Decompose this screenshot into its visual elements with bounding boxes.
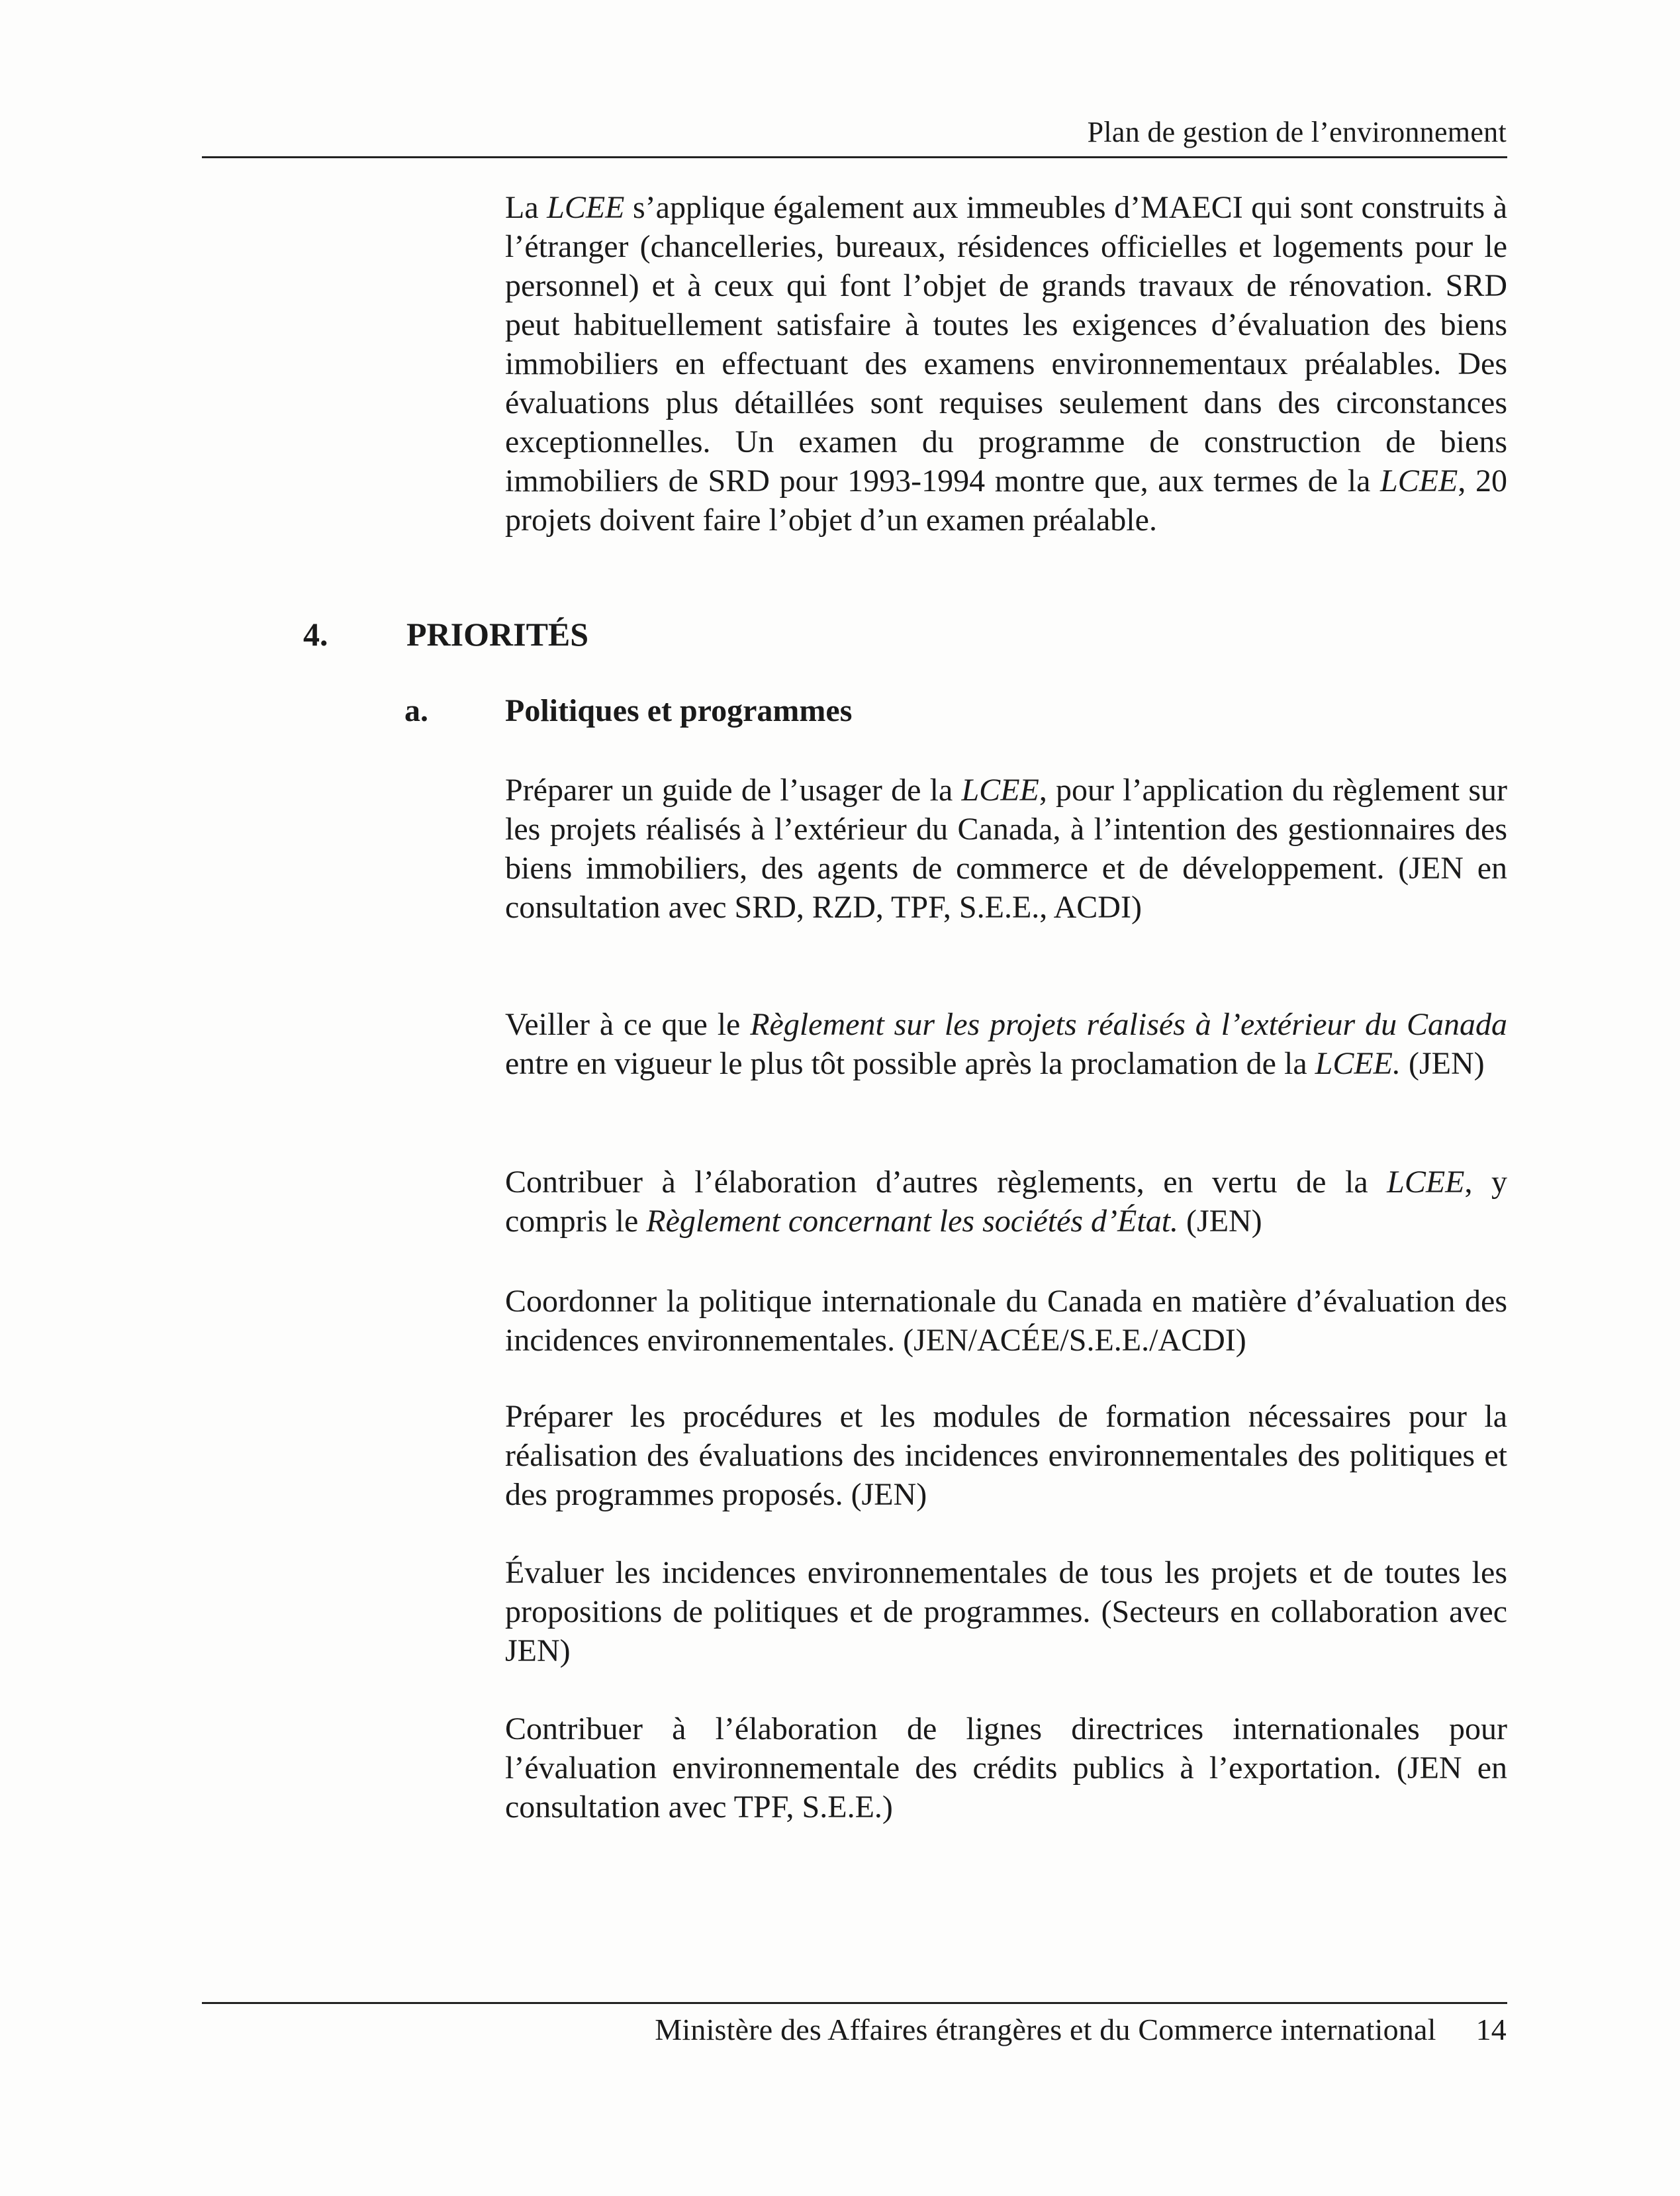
priority-text: Contribuer à l’élaboration d’autres règlements, en vertu de la (505, 1165, 1387, 1200)
subsection-title: Politiques et programmes (505, 693, 853, 728)
intro-paragraph (505, 188, 1507, 540)
priority-text: entre en vigueur le plus tôt possible après la proclamation de la (505, 1046, 1315, 1081)
priority-text: (JEN) (1400, 1046, 1485, 1081)
section-number: 4. (303, 616, 328, 653)
footer-ministry: Ministère des Affaires étrangères et du Commerce international (655, 2013, 1436, 2046)
priority-paragraph: Coordonner la politique internationale du Canada en matière d’évaluation des incidences environnementales. (JEN/ACÉE/S.E.E./ACDI) (505, 1284, 1507, 1358)
priority-paragraph (505, 1163, 1507, 1241)
priority-paragraph: Préparer les procédures et les modules de formation nécessaires pour la réalisation des évaluations des incidences environnementales des politiques et des programmes proposés. (JEN) (505, 1399, 1507, 1512)
priority-text: , pour l’application du règlement sur les projets réalisés à l’extérieur du Canada, à l’intention des gestionnaires des biens immobiliers, des agents de commerce et de développement. (JEN en consultation avec SRD, RZD, TPF, S.E.E., ACDI) (505, 773, 1507, 925)
priority-text: Préparer un guide de l’usager de la (505, 773, 962, 808)
intro-text: s’applique également aux immeubles d’MAECI qui sont construits à l’étranger (chancelleries, bureaux, résidences officielles et logements pour le personnel) et à ceux qui font l’objet de grands travaux de rénovation. SRD peut habituellement satisfaire à toutes les exigences d’évaluation des biens immobiliers en effectuant des examens environnementaux préalables. Des évaluations plus détaillées sont requises seulement dans des circonstances exceptionnelles. Un examen du programme de construction de biens immobiliers de SRD pour 1993-1994 montre que, aux termes de la (505, 190, 1507, 499)
priority-italic: Règlement concernant les sociétés d’État. (646, 1204, 1179, 1239)
priority-italic: LCEE (1387, 1165, 1465, 1200)
intro-acronym: LCEE (1380, 463, 1458, 499)
priority-paragraph: Contribuer à l’élaboration de lignes directrices internationales pour l’évaluation environnementale des crédits publics à l’exportation. (JEN en consultation avec TPF, S.E.E.) (505, 1711, 1507, 1825)
section-heading (303, 614, 588, 654)
priority-text: , y compris le (505, 1165, 1508, 1239)
intro-text: , 20 projets doivent faire l’objet d’un examen préalable. (505, 463, 1508, 538)
running-header: Plan de gestion de l’environnement (1087, 116, 1507, 148)
page-number: 14 (1475, 2013, 1507, 2046)
footer-rule (202, 2002, 1507, 2004)
priority-paragraph (505, 1005, 1507, 1083)
priority-italic: LCEE (961, 773, 1039, 808)
intro-text: La (505, 190, 547, 225)
subsection-number: a. (404, 693, 428, 728)
page-footer (655, 2010, 1507, 2050)
priority-paragraph (505, 771, 1507, 927)
priority-paragraph: Évaluer les incidences environnementales de tous les projets et de toutes les propositions de politiques et de programmes. (Secteurs en collaboration avec JEN) (505, 1555, 1507, 1668)
priority-italic: LCEE. (1315, 1046, 1401, 1081)
priority-text: Veiller à ce que le (505, 1007, 751, 1042)
header-rule (202, 156, 1507, 158)
priority-text: (JEN) (1178, 1204, 1262, 1239)
priority-italic: Règlement sur les projets réalisés à l’extérieur du Canada (750, 1007, 1507, 1042)
intro-acronym: LCEE (547, 190, 625, 225)
subsection-heading (404, 691, 852, 731)
section-title: PRIORITÉS (406, 616, 589, 653)
